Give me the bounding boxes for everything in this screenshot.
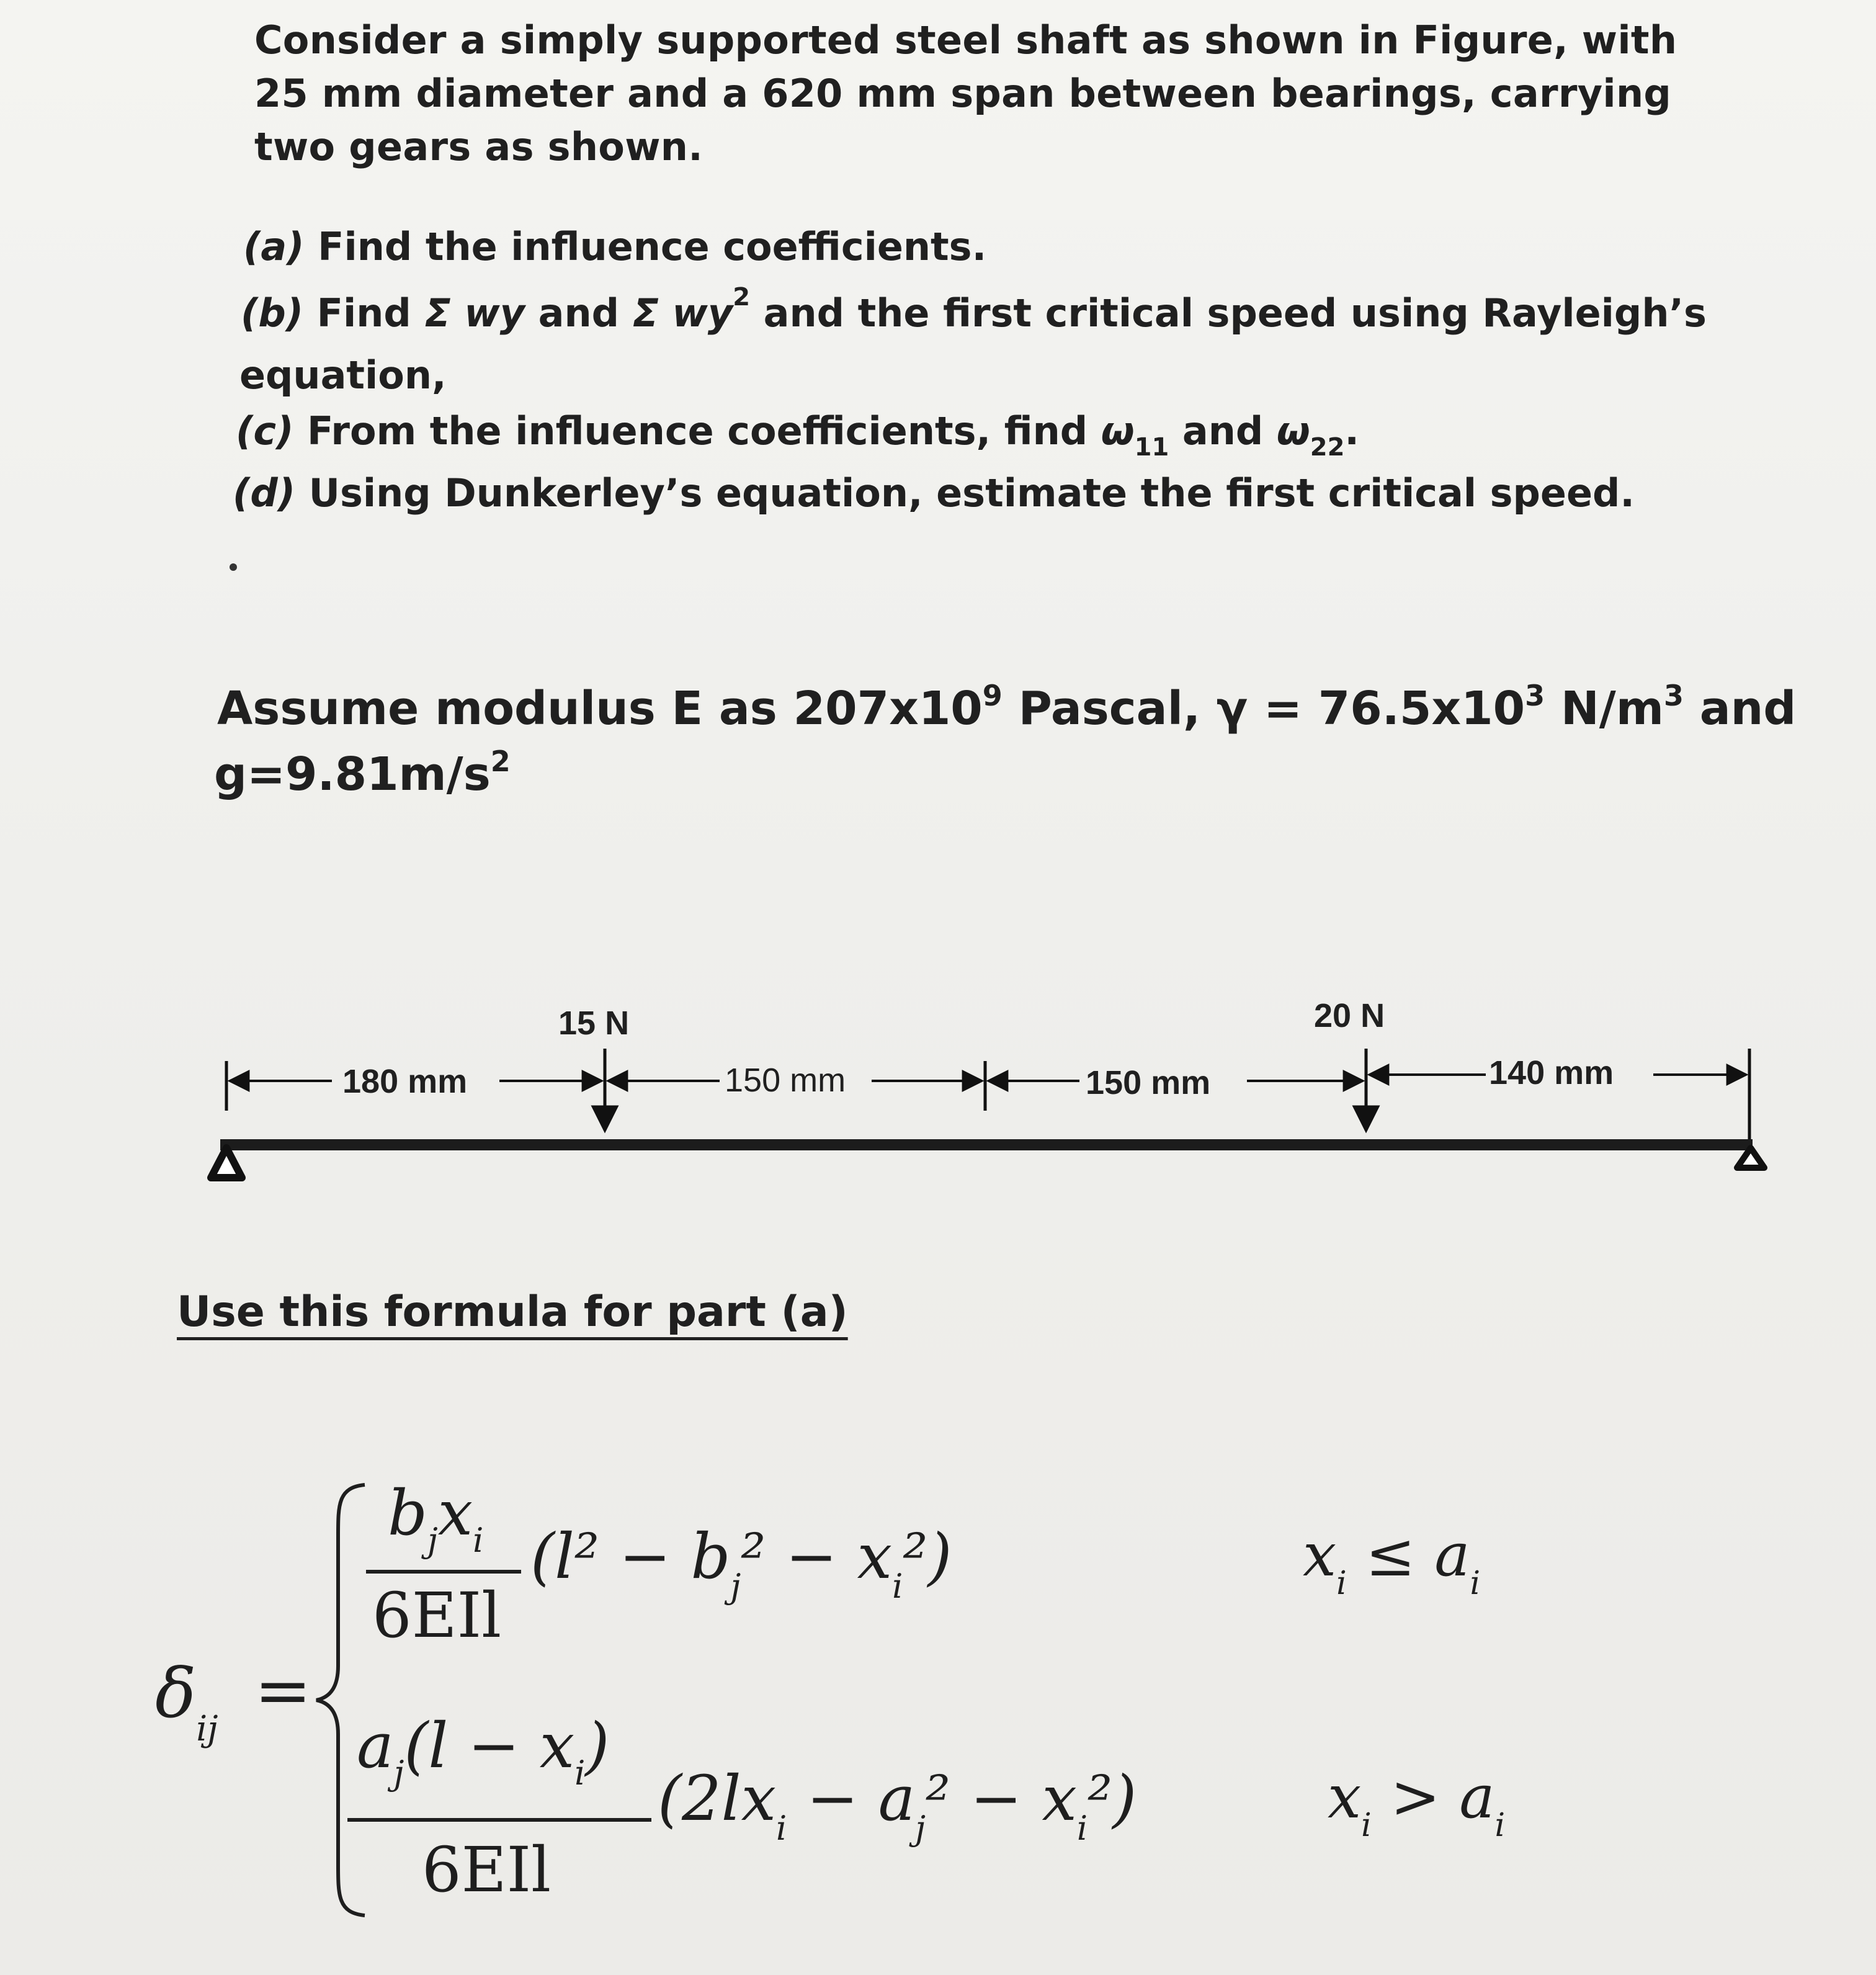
formula-equals: = [254,1650,312,1730]
case2-paren [658,1762,1137,1848]
case1-paren-i: i [892,1567,903,1606]
part-c-omega2: ω [1276,408,1310,454]
case1-num-b: b [388,1477,428,1549]
case1-paren-c: ²) [903,1520,952,1593]
case2-paren-d: ²) [1088,1762,1137,1835]
part-c-end: . [1344,408,1359,454]
case2-paren-i2: i [1076,1809,1088,1848]
part-a [243,222,986,272]
part-d [233,468,1635,518]
stray-dot [230,563,237,571]
case1-num-i: i [473,1521,484,1560]
case2-cond-op: > a [1371,1762,1495,1832]
part-b-and: and [538,290,619,336]
case2-num-l: (l − x [404,1709,575,1782]
case1-num-j: j [427,1521,438,1560]
case1-paren-j: j [730,1567,741,1606]
case2-denominator: 6EIl [422,1834,552,1906]
load1-label: 15 N [558,1005,630,1042]
assume-text-c: N/m [1545,682,1664,735]
part-b-pre: Find [316,290,411,336]
right-support [1737,1148,1764,1168]
case1-condition [1303,1520,1481,1602]
shaft [220,1139,1753,1150]
dim1-label: 180 mm [342,1063,468,1100]
assume-text-a: Assume modulus E as 207x10 [217,682,983,735]
case2-num-j: j [393,1753,404,1793]
case1-paren-a: (l² − b [530,1520,731,1593]
case2-cond-x: x [1328,1762,1362,1832]
part-d-text: Using Dunkerley’s equation, estimate the first critical speed. [308,470,1635,516]
problem-intro: Consider a simply supported steel shaft as shown in Figure, with 25 mm diameter and a 620 mm span between bearings, carrying two gears as shown. [254,17,1677,169]
part-c-omega1: ω [1101,408,1135,454]
part-b-post: and the first critical speed using Rayleigh’s [763,290,1707,336]
assumptions-line2 [214,742,511,812]
assume-g: g=9.81m/s [214,748,491,801]
dim3-label: 150 mm [1086,1064,1211,1101]
assumptions-line1 [217,676,1796,746]
case2-num-end: ) [585,1709,610,1782]
part-a-text: Find the influence coefficients. [318,224,987,269]
part-b-exp: 2 [733,283,751,311]
case1-cond-x: x [1303,1520,1337,1590]
case1-paren [530,1520,952,1606]
part-b-sum1: Σ wy [424,290,525,336]
part-b [241,283,1707,343]
delta-subscript: ij [196,1709,218,1749]
case2-cond-i: i [1361,1807,1372,1844]
case-brace [310,1480,372,1920]
case1-cond-op: ≤ a [1346,1520,1470,1590]
part-c-pre: From the influence coefficients, find [307,408,1088,454]
case1-cond-i: i [1336,1565,1347,1602]
case1-denominator: 6EIl [372,1579,502,1652]
case2-numerator [357,1709,610,1793]
assume-text-d: and [1683,682,1797,735]
part-a-label: (a) [243,224,305,269]
case2-paren-b: − a [787,1762,916,1835]
case2-paren-i: i [776,1809,787,1848]
case2-condition [1328,1762,1506,1844]
assume-exp-2: 3 [1525,679,1545,712]
formula-lhs [155,1654,218,1749]
case2-paren-j: j [915,1809,926,1848]
part-b-line2: equation, [239,352,447,398]
assume-exp-1: 9 [982,679,1003,712]
case1-cond-i2: i [1470,1565,1481,1602]
part-c-label: (c) [236,408,294,454]
case1-num-x: x [437,1477,473,1549]
part-c-and: and [1182,408,1264,454]
case2-paren-c: ² − x [926,1762,1077,1835]
case1-paren-b: ² − x [741,1520,893,1593]
assume-text-b: Pascal, γ = 76.5x10 [1002,682,1525,735]
case2-num-i: i [574,1753,586,1793]
case2-fraction-bar [347,1818,651,1822]
case1-fraction-bar [366,1570,521,1574]
assume-g-exp: 2 [490,745,511,778]
case2-cond-i2: i [1494,1807,1506,1844]
case2-paren-a: (2lx [658,1762,777,1835]
part-c-sub1: 11 [1134,433,1169,462]
part-b-sum2: Σ wy [632,290,733,336]
load2-label: 20 N [1314,997,1385,1034]
formula-note: Use this formula for part (a) [177,1288,848,1337]
part-c-sub2: 22 [1310,433,1345,462]
part-d-label: (d) [233,470,296,516]
case1-numerator [388,1477,484,1560]
case2-num-a: a [357,1709,394,1782]
left-support [211,1148,242,1178]
part-b-label: (b) [241,290,304,336]
assume-exp-3: 3 [1663,679,1684,712]
dim2-label: 150 mm [725,1062,846,1099]
dim4-label: 140 mm [1489,1054,1614,1091]
delta-symbol: δ [155,1654,197,1733]
part-c [236,406,1359,461]
